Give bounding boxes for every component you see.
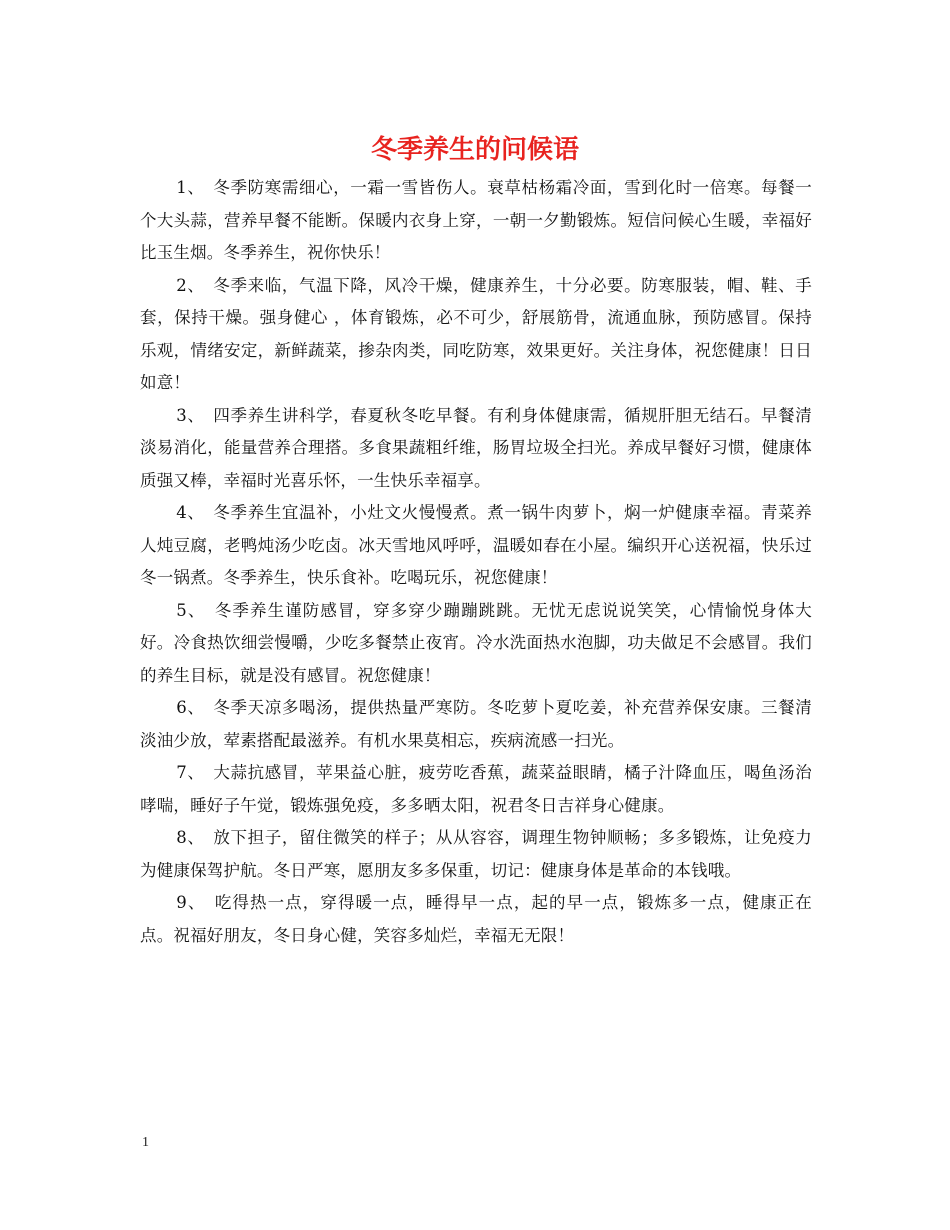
document-body xyxy=(140,172,812,952)
page-number: 1 xyxy=(142,1135,149,1150)
paragraph-2: 2、 冬季来临，气温下降，风冷干燥，健康养生，十分必要。防寒服装，帽、鞋、手套，保持干燥。强身健心 ，体育锻炼，必不可少，舒展筋骨，流通血脉，预防感冒。保持乐观，情绪安定，新鲜蔬菜，掺杂肉类，同吃防寒，效果更好。关注身体，祝您健康！日日如意！ xyxy=(140,275,812,392)
document-title: 冬季养生的问候语 xyxy=(370,135,579,165)
paragraph-5: 5、 冬季养生谨防感冒，穿多穿少蹦蹦跳跳。无忧无虑说说笑笑，心情愉悦身体大好。冷食热饮细尝慢嚼，少吃多餐禁止夜宵。冷水洗面热水泡脚，功夫做足不会感冒。我们的养生目标，就是没有感冒。祝您健康！ xyxy=(140,600,812,685)
paragraph-1: 1、 冬季防寒需细心，一霜一雪皆伤人。衰草枯杨霜冷面，雪到化时一倍寒。每餐一个大头蒜，营养早餐不能断。保暖内衣身上穿，一朝一夕勤锻炼。短信问候心生暖，幸福好比玉生烟。冬季养生，祝你快乐！ xyxy=(140,178,812,262)
paragraph-4: 4、 冬季养生宜温补，小灶文火慢慢煮。煮一锅牛肉萝卜，焖一炉健康幸福。青菜养人炖豆腐，老鸭炖汤少吃卤。冰天雪地风呼呼，温暖如春在小屋。编织开心送祝福，快乐过冬一锅煮。冬季养生，快乐食补。吃喝玩乐，祝您健康！ xyxy=(140,503,812,587)
paragraph-7: 7、 大蒜抗感冒，苹果益心脏，疲劳吃香蕉，蔬菜益眼睛，橘子汁降血压，喝鱼汤治哮喘，睡好子午觉，锻炼强免疫，多多晒太阳，祝君冬日吉祥身心健康。 xyxy=(140,763,812,815)
paragraph-9: 9、 吃得热一点，穿得暖一点，睡得早一点，起的早一点，锻炼多一点，健康正在点。祝福好朋友，冬日身心健，笑容多灿烂，幸福无无限！ xyxy=(140,893,812,945)
paragraph-8: 8、 放下担子，留住微笑的样子；从从容容，调理生物钟顺畅；多多锻炼，让免疫力为健康保驾护航。冬日严寒，愿朋友多多保重，切记：健康身体是革命的本钱哦。 xyxy=(140,828,812,880)
paragraph-6: 6、 冬季天凉多喝汤，提供热量严寒防。冬吃萝卜夏吃姜，补充营养保安康。三餐清淡油少放，荤素搭配最滋养。有机水果莫相忘，疾病流感一扫光。 xyxy=(140,698,812,750)
paragraph-3: 3、 四季养生讲科学，春夏秋冬吃早餐。有利身体健康需，循规肝胆无结石。早餐清淡易消化，能量营养合理搭。多食果蔬粗纤维，肠胃垃圾全扫光。养成早餐好习惯，健康体质强又棒，幸福时光喜乐怀，一生快乐幸福享。 xyxy=(140,405,812,490)
